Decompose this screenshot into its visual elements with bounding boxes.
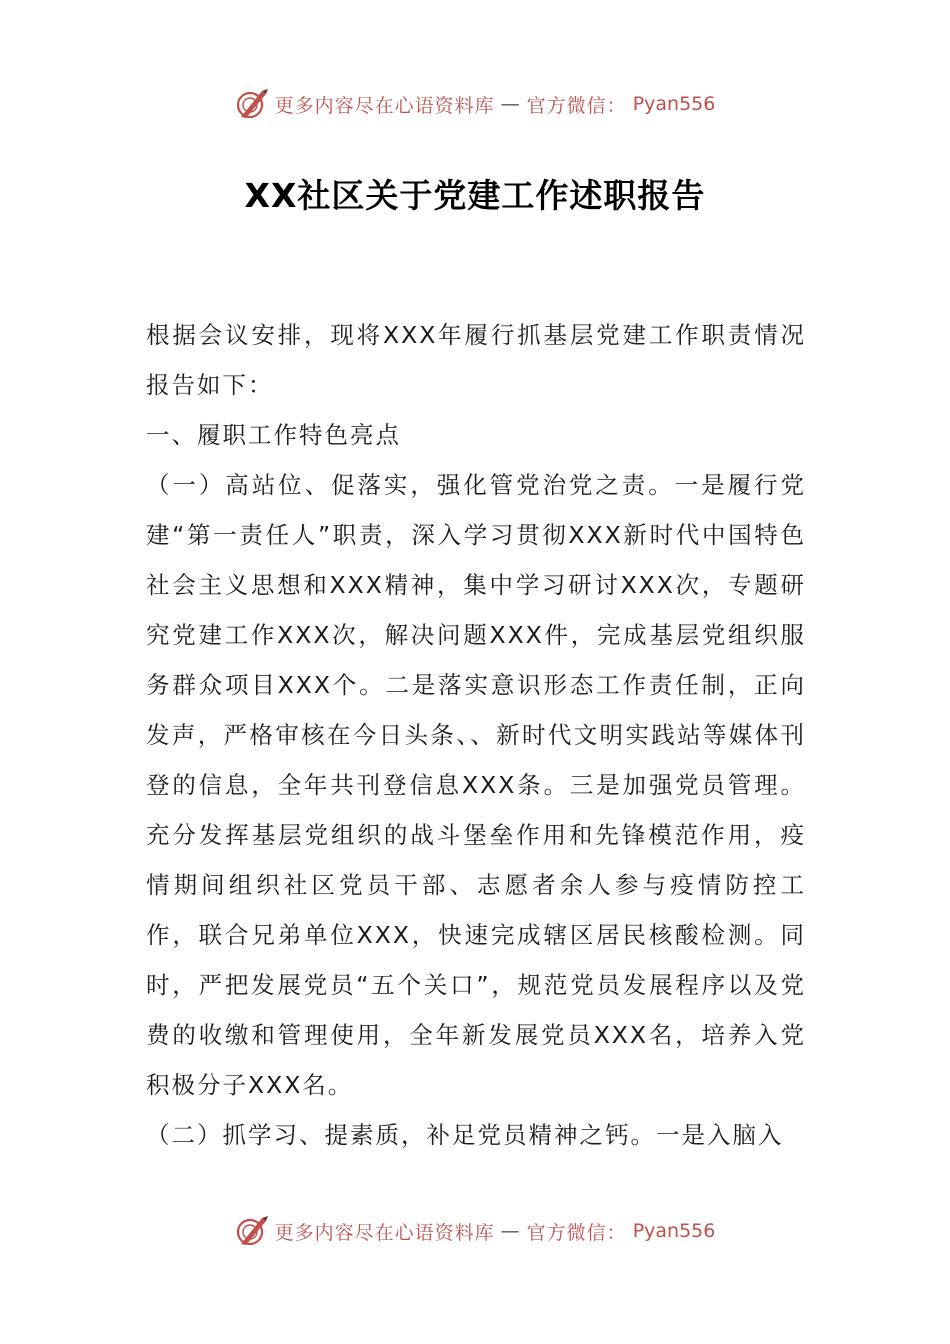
watermark-header bbox=[0, 84, 950, 124]
watermark-site-text: 更多内容尽在心语资料库 bbox=[274, 94, 495, 117]
watermark-wechat-id: Pyan556 bbox=[632, 1220, 716, 1242]
watermark-wechat-id: Pyan556 bbox=[632, 93, 716, 115]
watermark-wechat-label: 官方微信： bbox=[526, 1221, 627, 1244]
watermark-footer bbox=[0, 1211, 950, 1251]
document-title: XX社区关于党建工作述职报告 bbox=[244, 176, 706, 215]
watermark-site-text: 更多内容尽在心语资料库 bbox=[274, 1221, 495, 1244]
paragraph-subsection-2: （二）抓学习、提素质，补足党员精神之钙。一是入脑入 bbox=[146, 1121, 784, 1149]
watermark-separator: — bbox=[500, 93, 521, 115]
watermark-wechat-label: 官方微信： bbox=[526, 94, 627, 117]
paragraph-intro: 根据会议安排，现将XXX年履行抓基层党建工作职责情况报告如下： bbox=[146, 321, 806, 399]
watermark-separator: — bbox=[500, 1220, 521, 1242]
pen-nib-logo-icon bbox=[235, 87, 269, 121]
section-heading: 一、履职工作特色亮点 bbox=[146, 421, 401, 449]
paragraph-subsection-1: （一）高站位、促落实，强化管党治党之责。一是履行党建“第一责任人”职责，深入学习贯彻XXX新时代中国特色社会主义思想和XXX精神，集中学习研讨XXX次，专题研究党建工作XXX次，解决问题XXX件，完成基层党组织服务群众项目XXX个。二是落实意识形态工作责任制，正向发声，严格审核在今日头条、、新时代文明实践站等媒体刊登的信息，全年共刊登信息XXX条。三是加强党员管理。充分发挥基层党组织的战斗堡垒作用和先锋模范作用，疫情期间组织社区党员干部、志愿者余人参与疫情防控工作，联合兄弟单位XXX，快速完成辖区居民核酸检测。同时，严把发展党员“五个关口”，规范党员发展程序以及党费的收缴和管理使用，全年新发展党员XXX名，培养入党积极分子XXX名。 bbox=[146, 471, 806, 1099]
document-body bbox=[146, 310, 806, 1160]
pen-nib-logo-icon bbox=[235, 1214, 269, 1248]
